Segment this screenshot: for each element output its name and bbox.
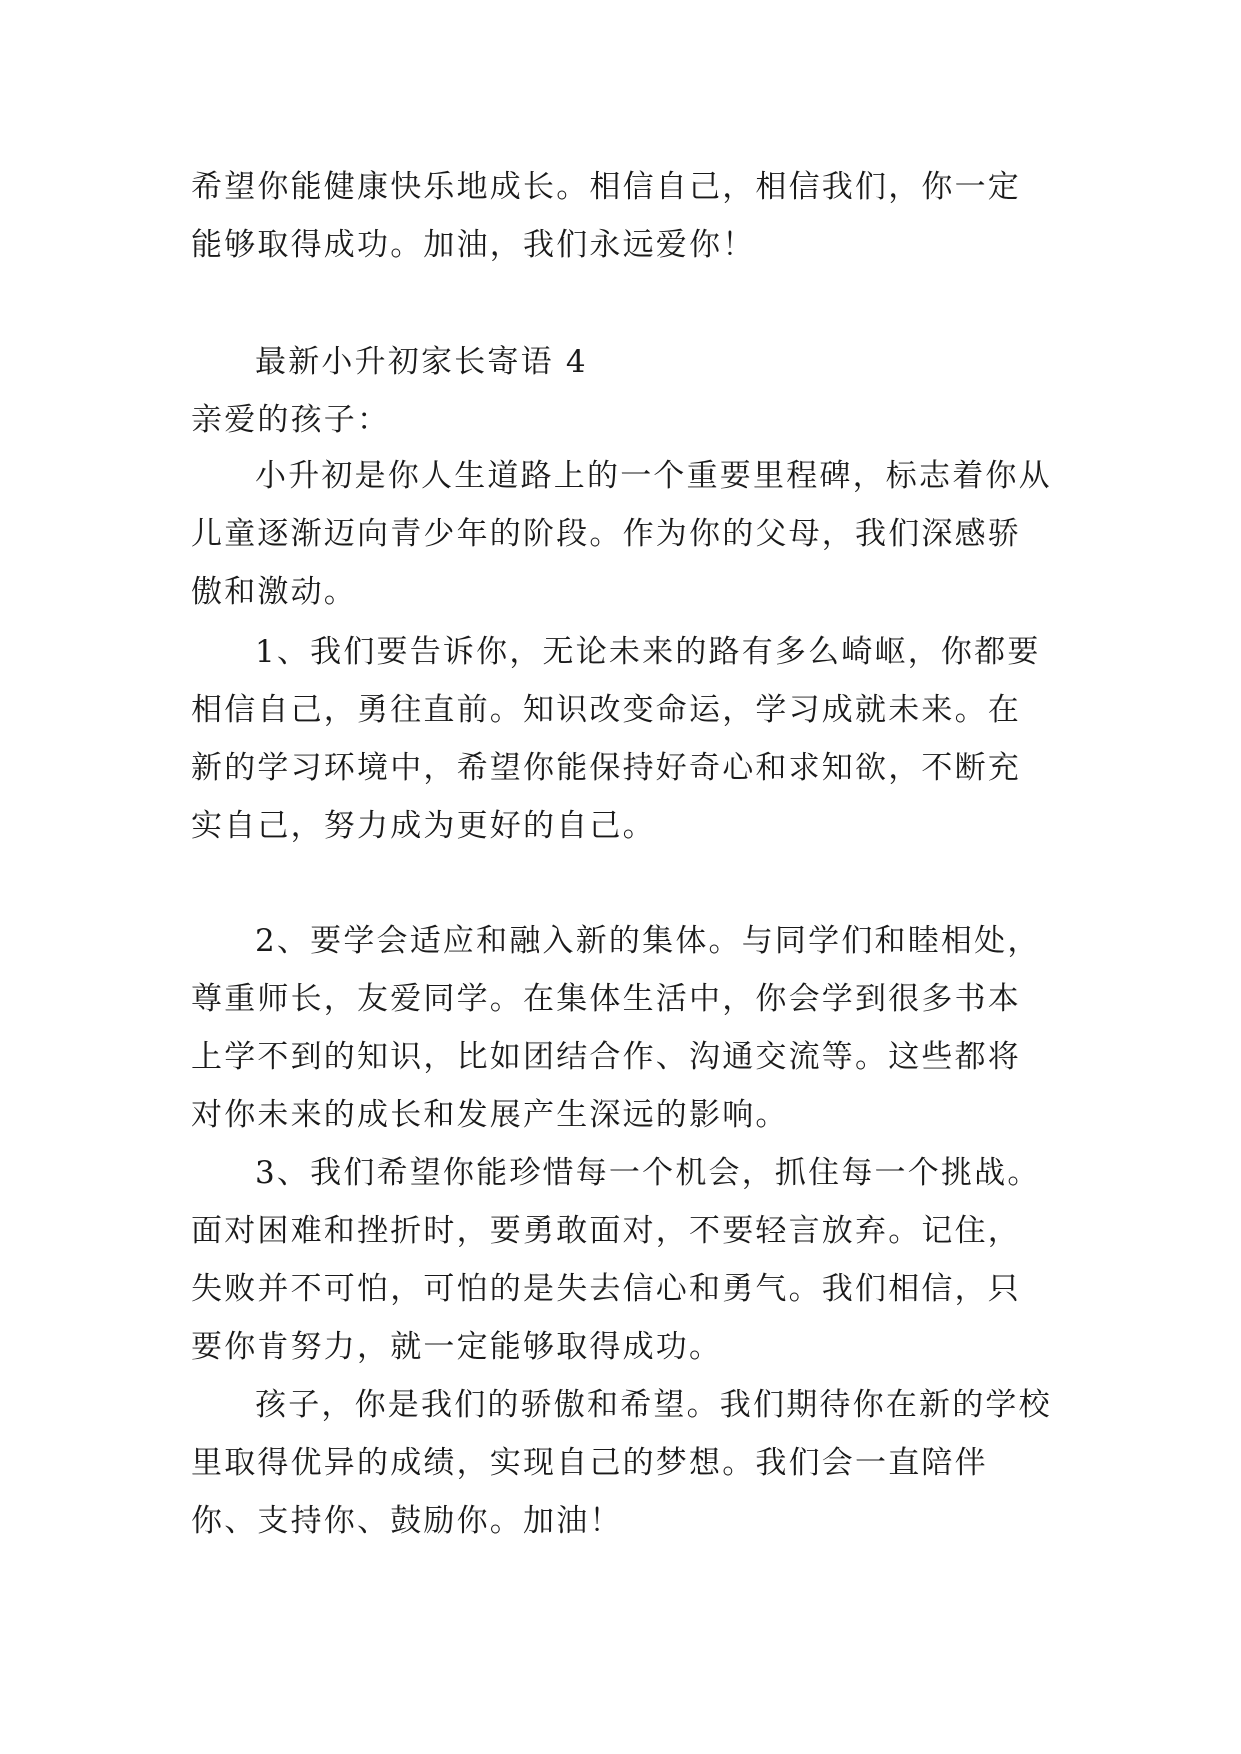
body-paragraph-5: 孩子，你是我们的骄傲和希望。我们期待你在新的学校里取得优异的成绩，实现自己的梦想。我们会一直陪伴你、支持你、鼓励你。加油！ [191, 1387, 1052, 1539]
body-paragraph-3: 2、要学会适应和融入新的集体。与同学们和睦相处，尊重师长，友爱同学。在集体生活中，你会学到很多书本上学不到的知识，比如团结合作、沟通交流等。这些都将对你未来的成长和发展产生深远的影响。 [191, 923, 1041, 1133]
body-paragraph-4: 3、我们希望你能珍惜每一个机会，抓住每一个挑战。面对困难和挫折时，要勇敢面对，不要轻言放弃。记住，失败并不可怕，可怕的是失去信心和勇气。我们相信，只要你肯努力，就一定能够取得成功。 [191, 1155, 1041, 1365]
section-title: 最新小升初家长寄语 4 [255, 344, 588, 380]
body-paragraph-2: 1、我们要告诉你，无论未来的路有多么崎岖，你都要相信自己，勇往直前。知识改变命运，学习成就未来。在新的学习环境中，希望你能保持好奇心和求知欲，不断充实自己，努力成为更好的自己。 [191, 634, 1041, 844]
continuation-paragraph: 希望你能健康快乐地成长。相信自己，相信我们，你一定能够取得成功。加油，我们永远爱你！ [191, 169, 1021, 263]
salutation: 亲爱的孩子： [191, 402, 391, 438]
body-paragraph-1: 小升初是你人生道路上的一个重要里程碑，标志着你从儿童逐渐迈向青少年的阶段。作为你的父母，我们深感骄傲和激动。 [191, 458, 1052, 610]
